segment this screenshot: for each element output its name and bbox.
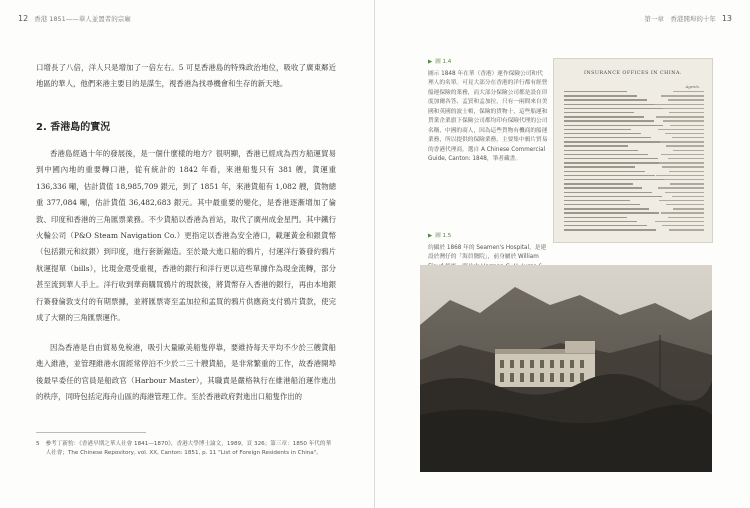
- document-line-right: [660, 141, 704, 142]
- document-line-left: [564, 99, 647, 100]
- document-line-right: [656, 116, 704, 117]
- document-line-left: [564, 229, 656, 230]
- paragraph-1: 口增長了八倍，洋人只是增加了一倍左右。5 可見香港島的特殊政治地位，吸收了廣東鄰近地區的華人，他們來港主要目的是謀生，視香港為找尋機會和生存的新天地。: [36, 63, 336, 89]
- document-line-right: [670, 183, 704, 184]
- document-line-left: [564, 166, 635, 167]
- document-line-left: [564, 221, 637, 222]
- document-line-right: [662, 225, 704, 226]
- document-line-right: [663, 120, 704, 121]
- right-page-number: 13: [721, 14, 732, 23]
- left-running-title: 香港 1851——華人並置者的宗廟: [34, 15, 131, 23]
- document-line-left: [564, 91, 627, 92]
- document-line: [564, 158, 704, 160]
- left-running-head: [18, 14, 131, 23]
- document-line-left: [564, 162, 659, 163]
- document-line-right: [666, 204, 704, 205]
- document-line: [564, 120, 704, 122]
- document-line-right: [673, 91, 704, 92]
- document-agents-heading: Agents.: [685, 84, 700, 89]
- caption-text-2: 約攝於 1868 年的 Seamen's Hospital，是建設於灣仔的「海員醫院」，前身屬於 William: [428, 244, 547, 260]
- document-line-left: [564, 179, 664, 180]
- document-line: [564, 192, 704, 194]
- document-line: [564, 137, 704, 139]
- document-line: [564, 196, 704, 198]
- document-line-left: [564, 225, 647, 226]
- document-line-left: [564, 125, 663, 126]
- caption-label-text-1: 圖 1.4: [435, 59, 452, 65]
- document-text-lines: [564, 91, 704, 236]
- document-line-left: [564, 196, 662, 197]
- document-line: [564, 91, 704, 93]
- footnote: [36, 440, 336, 458]
- document-line-left: [564, 212, 659, 213]
- document-line-right: [669, 229, 704, 230]
- document-line: [564, 200, 704, 202]
- document-line-right: [656, 175, 704, 176]
- document-line-left: [564, 200, 630, 201]
- document-line-right: [661, 95, 704, 96]
- document-line: [564, 204, 704, 206]
- document-line-right: [655, 221, 704, 222]
- document-line-right: [658, 187, 704, 188]
- footnote-text: 參考丁新豹：《香港早期之華人社會 1841—1870》，香港大學博士論文，1989，頁 326；第三章：1850 年代的華人社會；The Chinese Repository, vol. XX, Canton: 1851, p. 11 "List of Foreign Residents in China"。: [45, 441, 332, 456]
- document-line: [564, 108, 704, 110]
- document-line: [564, 112, 704, 114]
- document-line-right: [664, 179, 704, 180]
- document-line-left: [564, 192, 652, 193]
- footnote-number: 5: [36, 441, 40, 447]
- caption-label-text-2: 圖 1.5: [435, 233, 452, 239]
- document-line: [564, 221, 704, 223]
- document-line: [564, 99, 704, 101]
- document-line-left: [564, 154, 648, 155]
- insurance-offices-document-image: [553, 58, 713, 243]
- right-running-head: [644, 14, 732, 23]
- figure-caption-1: [428, 58, 548, 165]
- document-line-right: [659, 200, 704, 201]
- document-line-left: [564, 187, 642, 188]
- document-line: [564, 162, 704, 164]
- document-line: [564, 229, 704, 231]
- document-title: INSURANCE OFFICES IN CHINA.: [584, 71, 682, 76]
- document-line-left: [564, 208, 649, 209]
- paragraph-2: 香港島經過十年的發展後，是一個什麼樣的地方？很明顯，香港已經成為西方船運貿易到中國內地的重要轉口港，從有統計的 1842 年看，來港船隻只有 381 艘，貨運重 136,336 噸，估計貨值 18,985,709 銀元，到了 1851 年，來港貨船有 1,082 艘，貨物總重 377,084 噸，估計貨值 36,482,683 銀元。其中最重要的變化，是香港逐漸增加了倫敦、印度和香港的三角匯票業務。不少貨船以香港為首站，取代了廣州成金星門。其中鐵行火輪公司（P&O Steam Navigation Co.）更指定以香港為安全港口，載運黃金和銀貨幣（包括銀元和紋銀）到印度，進行套新錨造。至於最大進口船的鴉片，付運洋行簽發約鴉片航運提單（bills），比現金還受重視，香港的銀行和洋行更以這些單據作為現金流轉，部分甚至流到華人手上。洋行收到華商購買鴉片的現款後，將貨幣存入香港的銀行，再由本地銀行簽發倫敦支付的有期票據，並將匯票寄至孟加拉和孟買的鴉片供應商支付鴉片貨款，使完成了大額的三角匯票運作。: [36, 149, 336, 323]
- document-line-right: [669, 112, 704, 113]
- document-line-left: [564, 158, 658, 159]
- caption-marker-icon: ▶: [428, 59, 433, 65]
- document-line-left: [564, 120, 654, 121]
- document-line: [564, 212, 704, 214]
- left-page-number: 12: [18, 14, 29, 23]
- document-line: [564, 217, 704, 219]
- document-line: [564, 225, 704, 227]
- document-line: [564, 154, 704, 156]
- document-line-right: [665, 133, 704, 134]
- document-line-right: [669, 171, 704, 172]
- document-line: [564, 150, 704, 152]
- caption-marker-icon: ▶: [428, 233, 433, 239]
- document-line-right: [668, 158, 704, 159]
- document-line-right: [661, 154, 704, 155]
- document-line-left: [564, 129, 631, 130]
- document-line-left: [564, 141, 660, 142]
- caption-text-1: 圖示 1848 年在華（香港）運作保險公司和代理人的名單。可見大部分在香港的洋行都有經營船運保險的業務，而大部分保險公司都是設在印度加爾各答、孟買和孟加拉，只有一兩間來自美國和英國的波士頓，保險的貨物十，這些船運和貨業企業旗下保險公司都均印有保險代理的公司名稱，中國的商人，因為這些貨物有機商的船運業務，所以提供的保險業務，主要集中鴉片貿易的香港代理商。選自 A Chinese Commercial Guide, Canton: 1848，筆者藏書。: [428, 70, 548, 162]
- paragraph-3: 因為香港是自由貿易免稅港，吸引大量歐美船隻停靠，要維持每天平均不少於三艘貨船進入維港，並管理維港水面經常停泊不少於二三十艘貨船，是非常繁重的工作，故香港開埠後最早委任的官員是船政官（Harbour Master），其職責是嚴格執行在維港船泊運作進出的秩序，同時包括定海舟山區的海港管理工作。至於香港政府對進出口船隻作出的: [36, 343, 336, 402]
- document-line-right: [659, 162, 704, 163]
- document-line-left: [564, 183, 633, 184]
- document-line-right: [670, 125, 704, 126]
- document-line: [564, 125, 704, 127]
- document-line: [564, 187, 704, 189]
- document-line-left: [564, 104, 655, 105]
- seamens-hospital-photo: [420, 265, 712, 472]
- caption-label-2: [428, 232, 548, 242]
- document-line-left: [564, 137, 651, 138]
- document-line-right: [662, 166, 704, 167]
- document-line-right: [668, 217, 704, 218]
- document-line-left: [564, 95, 637, 96]
- document-line: [564, 208, 704, 210]
- document-line: [564, 171, 704, 173]
- document-line: [564, 183, 704, 185]
- document-line-left: [564, 217, 627, 218]
- document-line: [564, 145, 704, 147]
- document-line: [564, 116, 704, 118]
- document-line: [564, 166, 704, 168]
- document-line: [564, 104, 704, 106]
- document-line: [564, 129, 704, 131]
- document-line-left: [564, 145, 628, 146]
- document-line-right: [655, 104, 704, 105]
- document-line-right: [672, 137, 704, 138]
- document-line-left: [564, 150, 638, 151]
- document-line: [564, 175, 704, 177]
- document-line-right: [661, 212, 704, 213]
- document-line: [564, 133, 704, 135]
- document-line-left: [564, 204, 640, 205]
- document-line-left: [564, 116, 644, 117]
- document-line-right: [673, 208, 704, 209]
- document-line-right: [666, 145, 704, 146]
- document-line-right: [668, 99, 704, 100]
- section-heading: 2. 香港島的實況: [36, 122, 111, 133]
- photo-illustration: [420, 265, 712, 472]
- right-running-title: 第一章 香港開埠的十年: [644, 15, 716, 23]
- caption-label-1: [428, 58, 548, 68]
- document-line-right: [658, 129, 704, 130]
- document-line: [564, 141, 704, 143]
- document-line-left: [564, 175, 655, 176]
- document-line-left: [564, 171, 645, 172]
- document-line-left: [564, 112, 634, 113]
- document-line: [564, 95, 704, 97]
- document-line-right: [672, 196, 704, 197]
- document-line-right: [663, 108, 704, 109]
- document-line-right: [673, 150, 704, 151]
- document-line-left: [564, 133, 641, 134]
- document-line-left: [564, 108, 663, 109]
- document-line: [564, 179, 704, 181]
- document-line-right: [665, 192, 704, 193]
- footnote-rule: [36, 432, 146, 433]
